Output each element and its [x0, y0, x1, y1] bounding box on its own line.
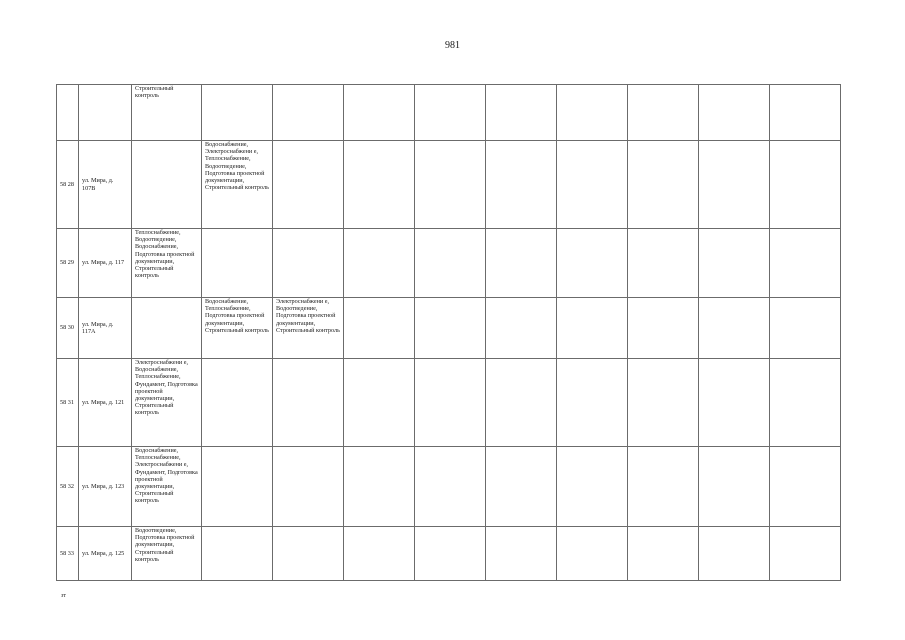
works-cell	[273, 527, 344, 581]
works-cell	[699, 527, 770, 581]
works-cell	[770, 85, 841, 141]
address-cell: ул. Мира, д. 107В	[79, 141, 132, 229]
works-cell	[699, 447, 770, 527]
works-cell	[344, 447, 415, 527]
works-cell	[699, 85, 770, 141]
works-cell: Электроснабжени е, Водоотведение, Подготовка проектной документации, Строительный контроль	[273, 298, 344, 359]
row-number-cell: 58 30	[57, 298, 79, 359]
works-cell	[557, 447, 628, 527]
works-cell	[628, 527, 699, 581]
works-cell	[557, 359, 628, 447]
works-cell	[202, 359, 273, 447]
works-cell	[415, 229, 486, 298]
works-cell	[344, 527, 415, 581]
works-cell	[415, 85, 486, 141]
works-cell: Теплоснабжение, Водоотведение, Водоснабжение, Подготовка проектной документации, Строительный контроль	[132, 229, 202, 298]
works-cell	[486, 447, 557, 527]
address-cell: ул. Мира, д. 123	[79, 447, 132, 527]
works-cell	[486, 359, 557, 447]
table-row	[57, 447, 841, 527]
works-cell	[628, 141, 699, 229]
works-cell	[202, 85, 273, 141]
works-cell	[557, 85, 628, 141]
works-cell	[770, 447, 841, 527]
works-cell	[699, 229, 770, 298]
works-cell	[628, 229, 699, 298]
works-cell	[770, 527, 841, 581]
works-cell	[273, 85, 344, 141]
works-cell	[486, 141, 557, 229]
works-cell	[273, 141, 344, 229]
works-cell	[770, 229, 841, 298]
works-cell	[415, 298, 486, 359]
works-cell	[344, 298, 415, 359]
works-cell	[415, 141, 486, 229]
row-number-cell: 58 31	[57, 359, 79, 447]
works-cell	[699, 298, 770, 359]
works-cell: Строительный контроль	[132, 85, 202, 141]
works-cell	[557, 229, 628, 298]
address-cell: ул. Мира, д. 125	[79, 527, 132, 581]
works-cell	[770, 359, 841, 447]
works-cell	[273, 447, 344, 527]
address-cell: ул. Мира, д. 117	[79, 229, 132, 298]
works-cell	[344, 141, 415, 229]
table-row	[57, 229, 841, 298]
works-cell	[699, 359, 770, 447]
works-cell	[415, 359, 486, 447]
table-row	[57, 298, 841, 359]
works-cell: Водоснабжение, Электроснабжени е, Теплоснабжение, Водоотведение, Подготовка проектной документации, Строительный контроль	[202, 141, 273, 229]
address-cell	[79, 85, 132, 141]
works-cell	[344, 359, 415, 447]
works-cell	[628, 298, 699, 359]
works-cell	[557, 141, 628, 229]
row-number-cell: 58 28	[57, 141, 79, 229]
works-cell	[486, 527, 557, 581]
row-number-cell: 58 32	[57, 447, 79, 527]
works-cell	[344, 85, 415, 141]
table-row	[57, 359, 841, 447]
works-cell: Водоснабжение, Теплоснабжение, Подготовка проектной документации, Строительный контроль	[202, 298, 273, 359]
works-cell	[202, 447, 273, 527]
works-cell	[699, 141, 770, 229]
row-number-cell: 58 33	[57, 527, 79, 581]
works-cell	[628, 447, 699, 527]
works-cell: Водоснабжение, Теплоснабжение, Электроснабжени е, Фундамент, Подготовка проектной документации, Строительный контроль	[132, 447, 202, 527]
works-cell	[202, 229, 273, 298]
works-cell	[557, 527, 628, 581]
row-number-cell: 58 29	[57, 229, 79, 298]
table-row	[57, 527, 841, 581]
works-cell	[415, 527, 486, 581]
works-cell	[273, 359, 344, 447]
works-cell	[132, 141, 202, 229]
footer-mark: зт	[61, 593, 66, 599]
works-cell	[486, 85, 557, 141]
address-cell: ул. Мира, д. 117А	[79, 298, 132, 359]
table-row	[57, 85, 841, 141]
works-cell	[628, 359, 699, 447]
works-cell	[770, 141, 841, 229]
works-cell	[132, 298, 202, 359]
works-cell	[486, 298, 557, 359]
works-cell	[273, 229, 344, 298]
table-row	[57, 141, 841, 229]
works-cell	[557, 298, 628, 359]
works-cell: Водоотведение, Подготовка проектной документации, Строительный контроль	[132, 527, 202, 581]
works-cell	[415, 447, 486, 527]
works-cell: Электроснабжени е, Водоснабжение, Теплоснабжение, Фундамент, Подготовка проектной документации, Строительный контроль	[132, 359, 202, 447]
page-number: 981	[445, 40, 460, 51]
address-cell: ул. Мира, д. 121	[79, 359, 132, 447]
works-cell	[628, 85, 699, 141]
works-cell	[202, 527, 273, 581]
works-cell	[770, 298, 841, 359]
repair-schedule-table	[56, 84, 841, 581]
works-cell	[486, 229, 557, 298]
works-cell	[344, 229, 415, 298]
row-number-cell	[57, 85, 79, 141]
